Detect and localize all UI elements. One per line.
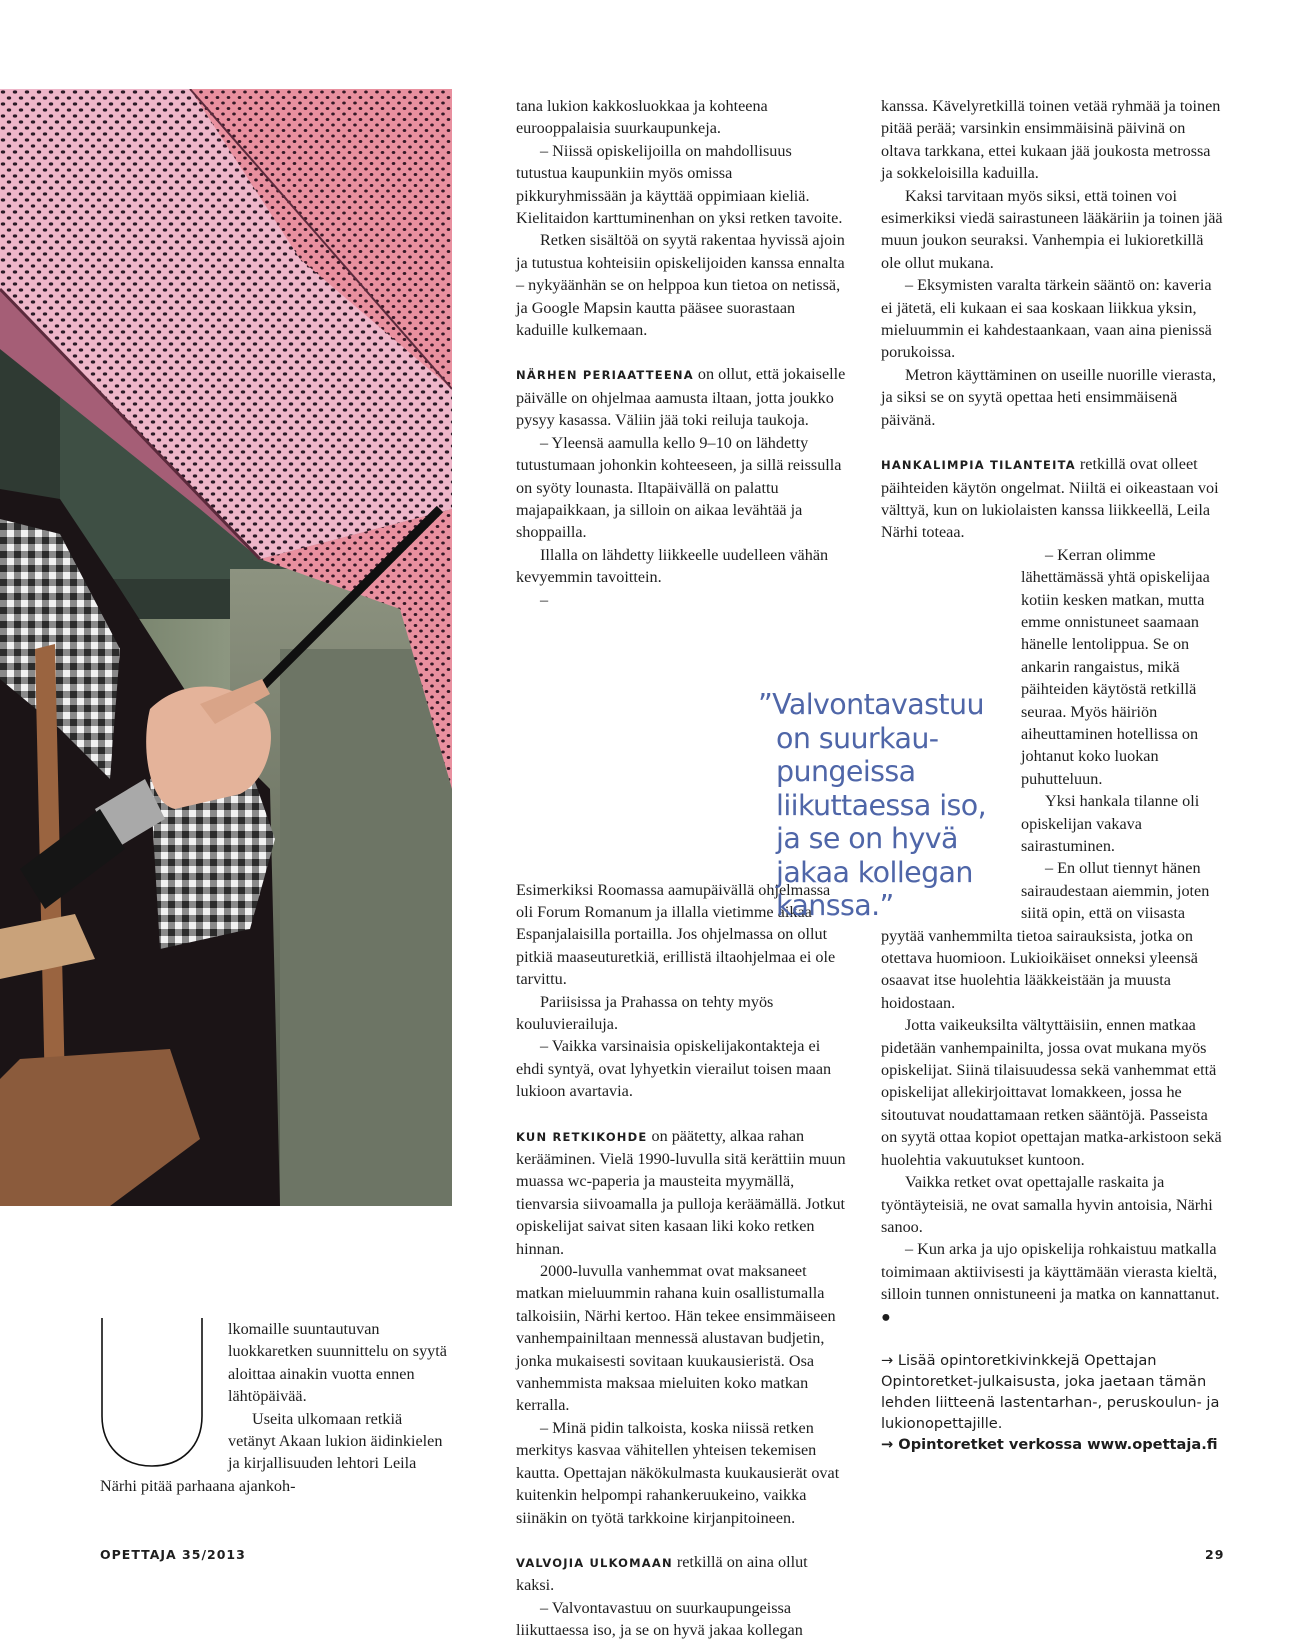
pull-quote-line: kanssa.” [776,889,894,922]
paragraph: Kaksi tarvitaan myös siksi, että toinen voi esimerkiksi viedä sairastuneen lääkäriin ja toinen jää muun joukon seuraksi. Vanhempia ei lukioretkillä ole ollut mukana. [881,186,1223,272]
paragraph-text: retkillä ovat olleet päihteiden käytön ongelmat. Niiltä ei oikeastaan voi välttyä, kun on lukiolaisten kanssa liikkeellä, Leila Närhi toteaa. [881,455,1219,542]
paragraph: – Valvontavastuu on suurkaupungeissa liikuttaessa iso, ja se on hyvä jakaa kollegan [516,1598,803,1640]
paragraph: – Yleensä aamulla kello 9–10 on lähdetty tutustumaan johonkin kohteeseen, ja sillä reissulla on syöty lounasta. Iltapäivällä on palattu majapaikkaan, ja silloin on aikaa levähtää ja shoppailla. [516,433,842,542]
paragraph: – Eksymisten varalta tärkein sääntö on: kaveria ei jätetä, eli kukaan ei saa koskaan liikkua yksin, mieluummin ei kahdestaankaan, vaan aina pienissä porukoissa. [881,276,1212,362]
pull-quote-line: ”Valvontavastuu [758,688,984,721]
paragraph: Pariisissa ja Prahassa on tehty myös kouluvierailuja. [516,992,774,1033]
paragraph: lkomaille suuntautuvan luokkaretken suunnittelu on syytä aloittaa ainakin vuotta ennen lähtöpäivää. [228,1320,447,1406]
info-text: → Lisää opintoretkivinkkejä Opettajan Opintoretket-julkaisusta, joka jaetaan tämän lehden liitteenä lastentarhan-, peruskoulun- ja lukionopettajille. [881,1351,1220,1432]
paragraph: – Kerran olimme lähettämässä yhtä opiskelijaa kotiin kesken matkan, mutta emme onnistuneet saamaan hänelle lentolippua. Se on ankarin rangaistus, mikä päihteiden käytöstä retkillä seuraa. Myös häiriön aiheuttaminen hotellissa on johtanut koko luokan puhutteluun. [1021,545,1210,788]
section-lead-in: NÄRHEN PERIAATTEENA [516,368,694,383]
paragraph: – En ollut tiennyt hänen sairaudestaan aiemmin, joten siitä opin, että on viisasta pyytää vanhemmilta tietoa sairauksista, jotka on otettava huomioon. Lukioikäiset onneksi yleensä osaavat itse huolehtia lääkkeistään ja muusta hoidostaan. [881,859,1210,1012]
page-number: 29 [1205,1547,1225,1562]
pull-quote-line: on suurkau- [776,721,939,755]
paragraph: – Minä pidin talkoista, koska niissä retken merkitys kasvaa vähitellen yhteisen tekemisen kautta. Opettajan näkökulmasta kuukausierät ovat kuitenkin helpompi rahankeruukeino, vaikka siinäkin on työtä tarkkoine kirjanpitoineen. [516,1418,840,1527]
article-intro [100,1318,450,1497]
paragraph: Retken sisältöä on syytä rakentaa hyvissä ajoin ja tutustua kohteisiin opiskelijoiden kanssa ennalta – nykyäänhän se on helppoa kun tietoa on netissä, ja Google Mapsin kautta pääsee suorastaan kaduille kulkemaan. [516,231,845,340]
magazine-issue: OPETTAJA 35/2013 [100,1547,246,1562]
paragraph [881,453,1226,544]
umbrella-photo [0,89,452,1206]
paragraph: Illalla on lähdetty liikkeelle uudelleen vähän kevyemmin tavoittein. [516,545,829,587]
paragraph: Vaikka retket ovat opettajalle raskaita ja työntäyteisiä, ne ovat samalla hyvin antoisia, Närhi sanoo. [881,1173,1213,1236]
info-box [881,1350,1226,1455]
section-lead-in: HANKALIMPIA TILANTEITA [881,458,1076,473]
paragraph [516,1125,846,1260]
drop-cap-letter: U [100,1316,101,1317]
pull-quote-line: pungeissa [776,755,916,788]
website-link[interactable]: → Opintoretket verkossa www.opettaja.fi [881,1435,1218,1453]
drop-cap [100,1316,228,1472]
paragraph [516,363,846,431]
paragraph-text: on ollut, että jokaiselle päivälle on ohjelmaa aamusta iltaan, jotta joukko pysyy kasassa. Väliin jää toki reiluja taukoja. [516,365,846,430]
pull-quote-line: jakaa kollegan [776,855,973,889]
paragraph: Yksi hankala tilanne oli opiskelijan vakava sairastuminen. [1021,792,1200,855]
pull-quote-line: liikuttaessa iso, [776,788,987,822]
paragraph: tana lukion kakkosluokkaa ja kohteena eurooppalaisia suurkaupunkeja. [516,97,768,138]
paragraph: – Esimerkiksi Roomassa aamupäivällä ohjelmassa oli Forum Romanum ja illalla vietimme aikaa Espanjalaisilla portailla. Jos ohjelmassa on ollut pitkiä maaseuturetkiä, erillistä iltaohjelmaa ei ole tarvittu. [516,590,836,989]
paragraph: Jotta vaikeuksilta vältyttäisiin, ennen matkaa pidetään vanhempainilta, jossa ovat mukana myös opiskelijat. Siinä tilaisuudessa sekä vanhemmat että opiskelijat allekirjoittavat lomakkeen, jossa he sitoutuvat noudattamaan retken sääntöjä. Passeista on syytä ottaa kopiot opettajan matka-arkistoon sekä huolehtia vakuutukset kuntoon. [881,1016,1222,1169]
paragraph: – Kun arka ja ujo opiskelija rohkaistuu matkalla toimimaan aktiivisesti ja käyttämään vierasta kieltä, silloin tunnen onnistuneeni ja matka on kannattanut. ● [881,1240,1220,1326]
paragraph: Metron käyttäminen on useille nuorille vierasta, ja siksi se on syytä opettaa heti ensimmäisenä päivänä. [881,365,1217,429]
paragraph [516,1551,846,1597]
section-lead-in: KUN RETKIKOHDE [516,1129,648,1144]
paragraph: kanssa. Kävelyretkillä toinen vetää ryhmää ja toinen pitää perää; varsinkin ensimmäisinä päivinä on oltava tarkkana, ettei kukaan jää joukosta metrossa ja sokkeloisilla kaduilla. [881,97,1221,183]
paragraph: – Niissä opiskelijoilla on mahdollisuus tutustua kaupunkiin myös omissa pikkuryhmissään ja käyttää oppimiaan kieliä. Kielitaidon karttuminenhan on yksi retken tavoite. [516,141,843,228]
pull-quote [758,688,1016,923]
pull-quote-line: ja se on hyvä [776,822,958,855]
paragraph: 2000-luvulla vanhemmat ovat maksaneet matkan mieluummin rahana kuin osallistumalla talkoisiin, Närhi kertoo. Hän tekee ensimmäiseen vanhempainiltaan mennessä alustavan budjetin, jonka mukaisesti sovitaan kuukausieristä. Osa vanhemmista maksaa mieluiten koko matkan kerralla. [516,1262,836,1415]
paragraph-text: on päätetty, alkaa rahan kerääminen. Vielä 1990-luvulla sitä kerättiin muun muassa wc-paperia ja mausteita myymällä, tienvarsia siivoamalla ja pulloja keräämällä. Jotkut opiskelijat saivat siten kasaan liki koko retken hinnan. [516,1126,846,1258]
paragraph: – Vaikka varsinaisia opiskelijakontakteja ei ehdi syntyä, ovat lyhyetkin vierailut toisen maan lukioon avartavia. [516,1037,832,1101]
section-lead-in: VALVOJIA ULKOMAAN [516,1555,673,1570]
paragraph: Useita ulkomaan retkiä vetänyt Akaan lukion äidinkielen ja kirjallisuuden lehtori Leila Närhi pitää parhaana ajankoh- [100,1409,443,1495]
paragraph-text: retkillä on aina ollut kaksi. [516,1552,808,1595]
